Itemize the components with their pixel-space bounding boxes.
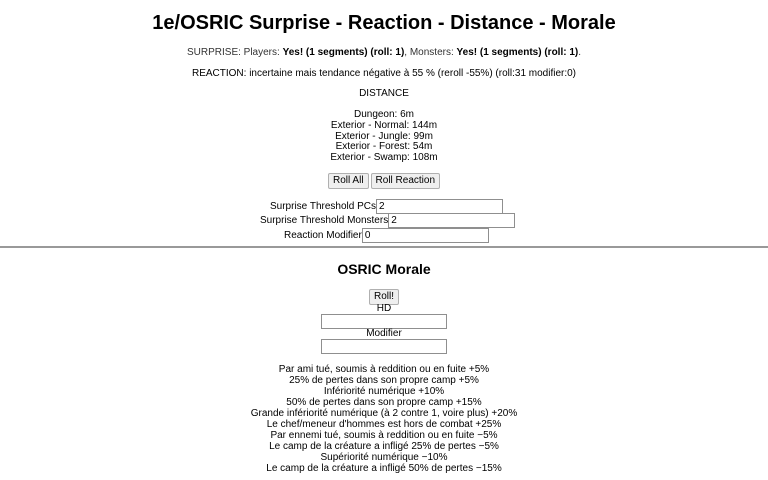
surprise-threshold-pcs-label: Surprise Threshold PCs <box>270 200 376 212</box>
section-divider <box>0 246 768 248</box>
morale-heading: OSRIC Morale <box>337 261 431 277</box>
surprise-end: . <box>578 47 582 58</box>
morale-modifier-item: Le chef/meneur d'hommes est hors de combat +25% <box>266 419 502 430</box>
morale-modifier-item: Le camp de la créature a infligé 25% de pertes −5% <box>269 441 499 452</box>
surprise-result <box>0 47 768 59</box>
morale-modifier-item: 25% de pertes dans son propre camp +5% <box>289 375 479 386</box>
morale-roll-button[interactable]: Roll! <box>369 289 399 305</box>
reaction-modifier-field <box>284 228 489 243</box>
surprise-label: SURPRISE: Players: <box>186 47 283 58</box>
surprise-threshold-monsters-input[interactable] <box>388 213 515 228</box>
reaction-modifier-input[interactable] <box>362 228 489 243</box>
morale-modifier-item: Supériorité numérique −10% <box>320 452 448 463</box>
distance-exterior-swamp: Exterior - Swamp: 108m <box>330 152 438 164</box>
modifier-label: Modifier <box>366 328 402 339</box>
distance-list <box>0 110 768 164</box>
monsters-label: , Monsters: <box>404 47 457 58</box>
modifier-input[interactable] <box>321 339 447 354</box>
distance-dungeon: Dungeon: 6m <box>353 109 415 120</box>
morale-modifiers-list <box>0 364 768 474</box>
players-surprise-result: Yes! (1 segments) (roll: 1) <box>282 47 405 58</box>
morale-modifier-item: Par ennemi tué, soumis à reddition ou en fuite −5% <box>270 430 498 441</box>
roll-all-button[interactable]: Roll All <box>328 173 369 189</box>
distance-exterior-forest: Exterior - Forest: 54m <box>335 141 433 153</box>
roll-reaction-button[interactable]: Roll Reaction <box>371 173 440 189</box>
reaction-modifier-label: Reaction Modifier <box>284 229 362 241</box>
distance-exterior-jungle: Exterior - Jungle: 99m <box>335 130 433 142</box>
surprise-threshold-monsters-field <box>260 213 515 228</box>
surprise-threshold-pcs-input[interactable] <box>376 199 503 214</box>
morale-modifier-item: Grande infériorité numérique (à 2 contre 1, voire plus) +20% <box>250 408 518 419</box>
hd-input[interactable] <box>321 314 447 329</box>
morale-modifier-item: 50% de pertes dans son propre camp +15% <box>286 397 482 408</box>
morale-modifier-item: Le camp de la créature a infligé 50% de pertes −15% <box>266 463 502 474</box>
morale-modifier-item: Par ami tué, soumis à reddition ou en fuite +5% <box>278 364 490 375</box>
monsters-surprise-result: Yes! (1 segments) (roll: 1) <box>456 47 579 58</box>
surprise-threshold-monsters-label: Surprise Threshold Monsters <box>260 214 389 226</box>
distance-exterior-normal: Exterior - Normal: 144m <box>330 119 438 131</box>
morale-modifier-item: Infériorité numérique +10% <box>323 386 445 397</box>
roll-button-row <box>0 173 768 189</box>
distance-heading: DISTANCE <box>359 88 409 99</box>
reaction-result: REACTION: incertaine mais tendance négative à 55 % (reroll -55%) (roll:31 modifier:0) <box>191 68 577 79</box>
surprise-threshold-pcs-field <box>270 199 503 214</box>
page-title: 1e/OSRIC Surprise - Reaction - Distance - Morale <box>152 12 616 34</box>
hd-label: HD <box>376 303 392 314</box>
